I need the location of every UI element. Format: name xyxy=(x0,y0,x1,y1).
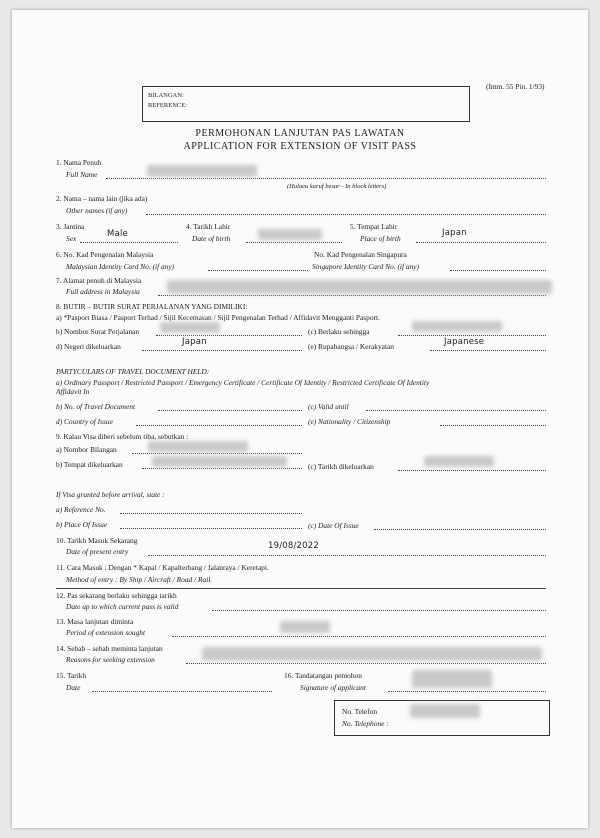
particulars-type-2: Affidavit In xyxy=(56,387,90,396)
redacted-visa-number xyxy=(148,441,248,452)
pass-valid-label-en: Date up to which current pass is valid xyxy=(66,602,179,611)
visa-place-en-line xyxy=(120,528,302,529)
redacted-dob xyxy=(258,229,322,240)
other-names-line xyxy=(146,214,546,215)
doc-number-label-my: b) Nombor Surat Perjalanan xyxy=(56,327,140,336)
redacted-extension-period xyxy=(280,621,330,633)
particulars-title: PARTYCULARS OF TRAVEL DOCUMENT HELD: xyxy=(56,367,210,376)
valid-until-label-en: (c) Valid until xyxy=(308,402,349,411)
redacted-phone xyxy=(410,704,480,718)
reference-box xyxy=(142,86,470,122)
travel-doc-label-my: 8. BUTIR – BUTIR SURAT PERJALANAN YANG DIMILIKI: xyxy=(56,302,248,311)
valid-until-en-line xyxy=(366,410,546,411)
visa-label-my: 9. Kalau Visa diberi sebelum tiba, sebutkan : xyxy=(56,432,189,441)
signature-label-en: Signature of applicant xyxy=(300,683,366,692)
dob-label-en: Date of birth xyxy=(192,234,231,243)
sg-ic-line xyxy=(450,270,546,271)
visa-ref-en-line xyxy=(120,513,302,514)
country-issued-label-my: d) Negeri dikeluarkan xyxy=(56,342,121,351)
particulars-type: a) Ordinary Passport / Restricted Passport / Emergency Certificate / Certificate Of Identity / Restricted Certificate Of Identity xyxy=(56,378,430,387)
nationality-value: Japanese xyxy=(444,337,485,347)
country-issue-label-en: d) Country of Issue xyxy=(56,417,113,426)
entry-method-label-my: 11. Cara Masuk : Dengan * Kapal / Kapalterbang / Jalanraya / Keretapi. xyxy=(56,563,269,572)
my-ic-line xyxy=(208,270,308,271)
visa-number-label-my: a) Nombor Bilangan xyxy=(56,445,117,454)
visa-date-label-en: (c) Date Of Issue xyxy=(308,521,359,530)
sex-value: Male xyxy=(107,229,128,239)
reasons-label-my: 14. Sebab – sebab meminta lanjutan xyxy=(56,644,163,653)
address-label-en: Full address in Malaysia xyxy=(66,287,140,296)
country-issue-en-line xyxy=(136,425,302,426)
nationality-en-line xyxy=(440,425,546,426)
extension-period-label-my: 13. Masa lanjutan diminta xyxy=(56,617,134,626)
doc-number-en-line xyxy=(158,410,302,411)
travel-doc-type-my: a) *Pasport Biasa / Pasport Terhad / Sijil Kecemasan / Sijil Pengenalan Terhad / Affidavit Mengganti Pasport. xyxy=(56,313,380,322)
other-names-label-en: Other names (if any) xyxy=(66,206,128,215)
entry-method-label-en: Method of entry : By Ship / Aircraft / Road / Rail. xyxy=(66,575,213,584)
pass-valid-label-my: 12. Pas sekarang berlaku sehingga tarikh xyxy=(56,591,177,600)
signature-label-my: 16. Tandatangan pemohon xyxy=(284,671,362,680)
date-label-my: 15. Tarikh xyxy=(56,671,87,680)
full-name-label-my: 1. Nama Penuh xyxy=(56,158,102,167)
entry-date-label-my: 10. Tarikh Masuk Sekarang xyxy=(56,536,138,545)
country-issued-line xyxy=(142,350,302,351)
pob-label-my: 5. Tempat Lahir xyxy=(350,222,398,231)
title-english: APPLICATION FOR EXTENSION OF VISIT PASS xyxy=(183,141,417,152)
pob-line xyxy=(416,242,546,243)
sex-label-en: Sex xyxy=(66,234,77,243)
pass-valid-line xyxy=(212,610,546,611)
dob-line xyxy=(246,242,342,243)
bilangan-label: BILANGAN: xyxy=(148,92,184,99)
date-label-en: Date xyxy=(66,683,81,692)
visa-date-en-line xyxy=(374,529,546,530)
entry-date-line xyxy=(148,555,546,556)
title-malay: PERMOHONAN LANJUTAN PAS LAWATAN xyxy=(195,128,405,139)
my-ic-label-en: Malaysian Identity Card No. (if any) xyxy=(66,262,175,271)
redacted-signature xyxy=(412,670,492,688)
visa-place-label-my: b) Tempat dikeluarkan xyxy=(56,460,123,469)
other-names-label-my: 2. Nama – nama lain (jika ada) xyxy=(56,194,148,203)
nationality-line xyxy=(430,350,546,351)
visa-title-en: If Visa granted before arrival, state : xyxy=(56,490,165,499)
divider-11 xyxy=(56,588,546,589)
dob-label-my: 4. Tarikh Lahir xyxy=(186,222,231,231)
date-line xyxy=(92,691,272,692)
extension-period-line xyxy=(172,636,546,637)
address-line xyxy=(158,295,546,296)
visa-number-line xyxy=(132,453,302,454)
sg-ic-label-en: Singapore Identity Card No. (if any) xyxy=(312,262,420,271)
doc-number-line xyxy=(156,335,302,336)
my-ic-label-my: 6. No. Kad Pengenalan Malaysia xyxy=(56,250,154,259)
signature-line xyxy=(388,691,546,692)
visa-place-line xyxy=(142,468,302,469)
entry-date-value: 19/08/2022 xyxy=(268,541,319,551)
nationality-label-en: (e) Nationality / Citizenship xyxy=(308,417,391,426)
redacted-valid-until xyxy=(412,321,502,332)
visa-date-label-my: (c) Tarikh dikeluarkan xyxy=(308,462,374,471)
visa-date-line xyxy=(398,470,546,471)
sex-label-my: 3. Jantina xyxy=(56,222,85,231)
pob-label-en: Place of birth xyxy=(360,234,401,243)
country-issued-value: Japan xyxy=(182,337,207,347)
full-name-label-en: Full Name xyxy=(66,170,98,179)
reference-label: REFERENCE: xyxy=(148,102,188,109)
pob-value: Japan xyxy=(442,228,467,238)
redacted-reasons xyxy=(202,647,542,661)
form-ref: (Imm. 55 Pin. 1/93) xyxy=(486,82,545,91)
phone-label-my: No. Telefon xyxy=(342,707,378,716)
redacted-doc-number xyxy=(160,322,220,333)
entry-date-label-en: Date of present entry xyxy=(66,547,129,556)
reasons-label-en: Reasons for seeking extension xyxy=(66,655,155,664)
doc-number-label-en: b) No. of Travel Document xyxy=(56,402,136,411)
sex-line xyxy=(80,242,178,243)
redacted-full-name xyxy=(147,165,257,177)
reasons-line xyxy=(186,663,546,664)
redacted-visa-date xyxy=(424,456,494,467)
valid-until-line xyxy=(398,335,546,336)
visa-ref-label-en: a) Reference No. xyxy=(56,505,106,514)
address-label-my: 7. Alamat penuh di Malaysia xyxy=(56,276,142,285)
phone-label-en: No. Telephone : xyxy=(342,719,389,728)
full-name-line xyxy=(106,178,546,179)
redacted-visa-place xyxy=(152,456,287,467)
redacted-address xyxy=(167,280,552,294)
valid-until-label-my: (c) Berlaku sehingga xyxy=(308,327,370,336)
nationality-label-my: (e) Rupabangsa / Kerakyatan xyxy=(308,342,394,351)
extension-period-label-en: Period of extension sought xyxy=(66,628,146,637)
sg-ic-label-my: No. Kad Pengenalan Singapura xyxy=(314,250,407,259)
block-letters-note: (Hulaeu karuf besar - In block letters) xyxy=(287,183,387,190)
visa-place-label-en: b) Place Of Issue xyxy=(56,520,108,529)
form-page xyxy=(12,10,588,828)
